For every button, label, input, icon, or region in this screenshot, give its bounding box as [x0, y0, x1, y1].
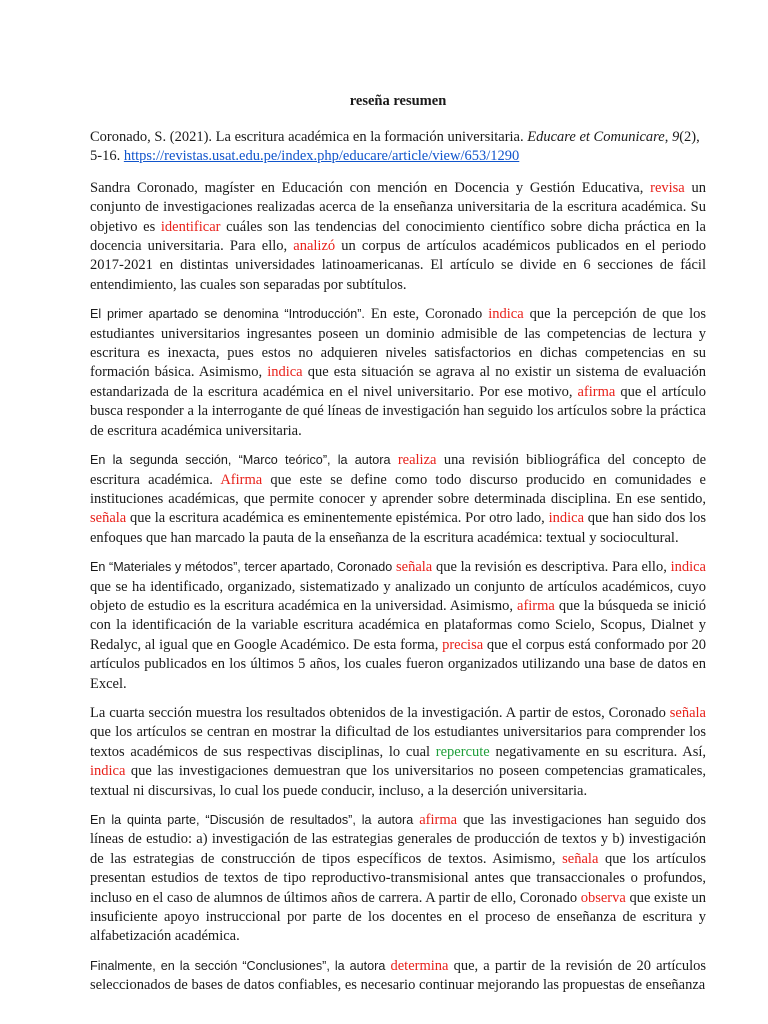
paragraph — [90, 811, 706, 947]
highlighted-verb: observa — [580, 889, 626, 906]
paragraph-text: En este, Coronado — [364, 306, 489, 323]
paragraph-text: Sandra Coronado, magíster en Educación con mención en Docencia y Gestión Educativa, — [90, 179, 651, 196]
section-intro-text: En la quinta parte, “Discusión de resultados”, la autora — [90, 813, 414, 827]
paragraph-text: que existe un insuficiente apoyo instruccional por parte de los docentes en el proceso de enseñanza de escritura y alfabetización académica. — [90, 889, 706, 945]
highlighted-connector: repercute — [435, 743, 490, 760]
document-title: reseña resumen — [349, 93, 447, 109]
section-intro-text: En la segunda sección, “Marco teórico”, la autora — [90, 453, 391, 468]
paragraph-text: negativamente en su escritura. Así, — [489, 743, 706, 760]
paragraph-text: que se ha identificado, organizado, sistematizado y analizado un conjunto de artículos académicos, cuyo objeto de estudio es la escritura académica en la universidad. Asimismo, — [90, 578, 706, 614]
paragraph — [90, 558, 706, 694]
highlighted-verb: analizó — [293, 238, 336, 255]
highlighted-verb: señala — [669, 704, 706, 721]
reference-link[interactable]: https://revistas.usat.edu.pe/index.php/educare/article/view/653/1290 — [123, 148, 520, 165]
body-paragraphs — [90, 179, 706, 996]
paragraph-text: que esta situación se agrava al no existir un sistema de evaluación estandarizada de la escritura académica en el nivel universitario. Por ese motivo, — [90, 364, 707, 400]
highlighted-verb: Afirma — [220, 471, 263, 488]
highlighted-verb: señala — [562, 850, 599, 867]
journal-volume: 9 — [671, 129, 680, 145]
paragraph-text: que la percepción de que los estudiantes universitarios ingresantes poseen un dominio admisible de las competencias de lectura y escritura es inexacta, pues estos no adquieren niveles satisfactorios en dichas competencias en su formación básica. Asimismo, — [90, 306, 707, 381]
paragraph-text: que el corpus está conformado por 20 artículos publicados en los últimos 5 años, los cuales fueron organizados utilizando una base de datos en Excel. — [90, 636, 706, 692]
paragraph-text: La cuarta sección muestra los resultados obtenidos de la investigación. A partir de estos, Coronado — [90, 704, 670, 721]
paragraph — [90, 451, 706, 548]
paragraph-text: que el artículo busca responder a la interrogante de qué líneas de investigación han seguido los artículos sobre la práctica de escritura académica universitaria. — [90, 383, 706, 439]
paragraph-text: que la revisión es descriptiva. Para ello, — [432, 559, 671, 576]
paragraph-text: cuáles son las tendencias del conocimiento científico sobre dicha práctica en la docencia universitaria. Para ello, — [90, 218, 706, 255]
paragraph — [90, 957, 706, 996]
highlighted-verb: afirma — [517, 597, 555, 614]
section-intro-text: En “Materiales y métodos”, tercer apartado, Coronado — [90, 560, 393, 575]
reference-separator: , — [664, 129, 672, 145]
highlighted-verb: revisa — [650, 179, 685, 196]
paragraph-text: que las investigaciones han seguido dos líneas de estudio: a) investigación de las estrategias generales de producción de textos y b) investigación de las estrategias de construcción de tipos específicos de textos. Asimismo, — [90, 812, 706, 867]
paragraph-text: que, a partir de la revisión de 20 artículos seleccionados de bases de datos confiables, es necesario continuar mejorando las propuestas de enseñanza — [90, 957, 707, 994]
paragraph-text: que los artículos se centran en mostrar la dificultad de los estudiantes universitarios para comprender los textos académicos de sus respectivas disciplinas, lo cual — [90, 724, 706, 760]
highlighted-verb: realiza — [397, 452, 437, 469]
highlighted-verb: indica — [90, 763, 126, 780]
highlighted-verb: afirma — [577, 383, 616, 400]
paragraph-text: que este se define como todo discurso producido en comunidades e instituciones académicas, que permite conocer y aprender sobre determinada disciplina. En ese sentido, — [90, 471, 706, 507]
section-intro-text: Finalmente, en la sección “Conclusiones”, la autora — [90, 958, 386, 973]
paragraph-text — [390, 452, 397, 468]
paragraph-text: que la búsqueda se inició con la identificación de la variable escritura académica en plataformas como Scielo, Scopus, Dialnet y Redalyc, al igual que en Google Académico. De esta forma, — [90, 597, 706, 653]
highlighted-verb: indica — [548, 510, 585, 527]
paragraph-text: que las investigaciones demuestran que los universitarios no poseen competencias gramaticales, textual ni discursivas, lo cual los puede conducir, incluso, a la deserción universitaria. — [90, 763, 706, 799]
paragraph — [90, 305, 706, 441]
paragraph-text: una revisión bibliográfica del concepto de escritura académica. — [90, 452, 707, 488]
paragraph-text: un corpus de artículos académicos publicados en el periodo 2017-2021 en distintas universidades latinoamericanas. El artículo se divide en 6 secciones de fácil entendimiento, las cuales son separadas por subtítulos. — [90, 238, 706, 293]
reference-pages: (2), 5-16. — [90, 129, 700, 165]
journal-name: Educare et Comunicare — [527, 129, 665, 145]
highlighted-verb: precisa — [442, 636, 484, 653]
paragraph-text: un conjunto de investigaciones realizadas acerca de la enseñanza universitaria de la escritura académica. Su objetivo es — [90, 179, 706, 235]
highlighted-verb: indica — [670, 559, 706, 576]
highlighted-verb: señala — [90, 510, 127, 527]
paragraph — [90, 704, 706, 801]
paragraph-text: que los artículos presentan estudios de textos de tipo reproductivo-transmisional antes que transaccionales o profundos, incluso en el caso de alumnos de últimos años de carrera. A partir de ello, Coronado — [90, 850, 707, 906]
paragraph — [90, 179, 706, 295]
paragraph-text: que han sido dos los enfoques que han marcado la pauta de la enseñanza de la escritura académica: textual y sociocultural. — [90, 510, 707, 546]
highlighted-verb: indica — [488, 306, 524, 323]
highlighted-verb: indica — [267, 364, 303, 381]
highlighted-verb: determina — [390, 957, 449, 974]
reference-citation — [90, 128, 706, 167]
highlighted-verb: señala — [396, 559, 433, 576]
highlighted-verb: identificar — [160, 218, 221, 235]
reference-text: Coronado, S. (2021). La escritura académica en la formación universitaria. — [90, 129, 528, 145]
highlighted-verb: afirma — [419, 812, 458, 828]
paragraph-text: que la escritura académica es eminentemente epistémica. Por otro lado, — [126, 510, 549, 527]
section-intro-text: El primer apartado se denomina “Introducción”. — [90, 307, 365, 322]
